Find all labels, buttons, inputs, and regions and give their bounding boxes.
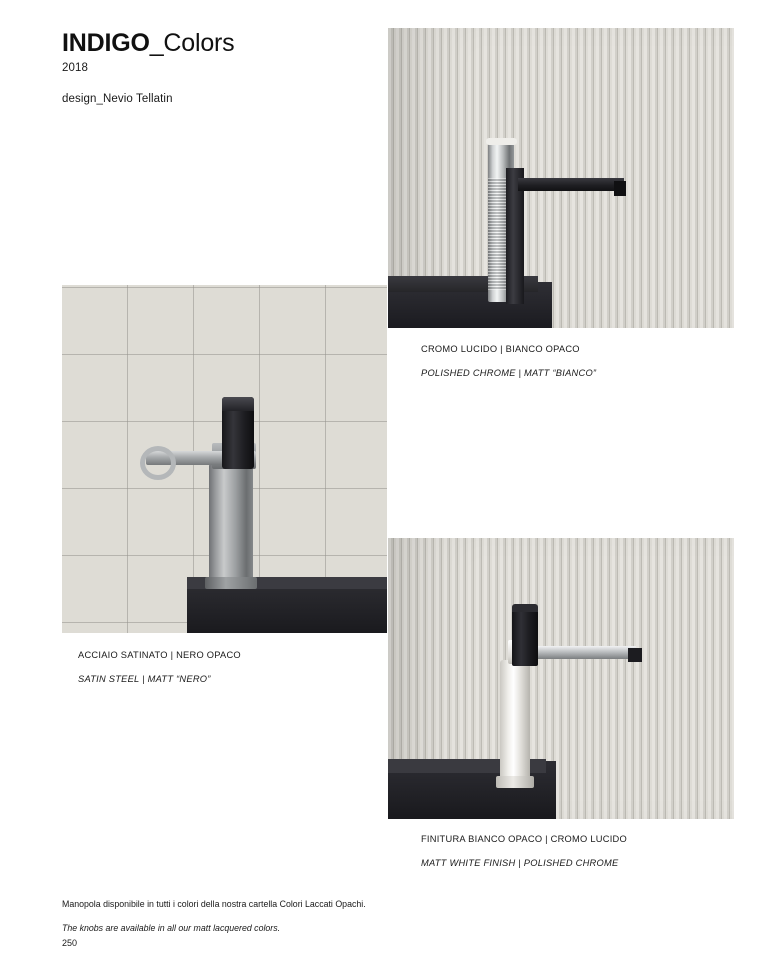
title-block [62,30,362,74]
faucet-spout-ring [140,446,176,480]
footnote-english: The knobs are available in all our matt lacquered colors. [62,923,281,934]
faucet-base [496,776,534,788]
faucet-column [500,660,530,784]
faucet-knob-black [512,606,538,666]
faucet-knob-top [486,138,517,145]
footnote-italian: Manopola disponibile in tutti i colori della nostra cartella Colori Laccati Opachi. [62,899,366,909]
page-number: 250 [62,938,78,948]
caption-italian: FINITURA BIANCO OPACO | CROMO LUCIDO [421,834,627,844]
product-photo-top-right [388,28,734,328]
page-title [62,30,362,56]
footnote [62,898,366,935]
designer-credit: design_Nevio Tellatin [62,93,173,105]
faucet-knob-white [486,140,517,188]
product-photo-left [62,285,387,633]
product-photo-bottom-right [388,538,734,819]
faucet-spout [518,178,624,191]
caption-top-right [421,343,596,381]
product-title-bold: INDIGO [62,29,150,57]
faucet-base [205,577,257,589]
caption-english: MATT WHITE FINISH | POLISHED CHROME [421,857,619,868]
caption-italian: CROMO LUCIDO | BIANCO OPACO [421,344,580,354]
product-year: 2018 [62,62,88,75]
faucet-spout-tip [614,181,626,196]
faucet-column [209,463,253,585]
caption-english: SATIN STEEL | MATT “NERO” [78,673,211,684]
faucet-spout-tip [628,648,642,662]
faucet-knob-bevel [222,397,254,411]
caption-english: POLISHED CHROME | MATT “BIANCO” [421,367,597,378]
caption-left [78,649,241,687]
product-title-light: _Colors [149,29,235,57]
caption-bottom-right [421,833,627,871]
caption-italian: ACCIAIO SATINATO | NERO OPACO [78,650,241,660]
faucet-spout [522,646,636,659]
faucet-knob-top [512,604,538,612]
